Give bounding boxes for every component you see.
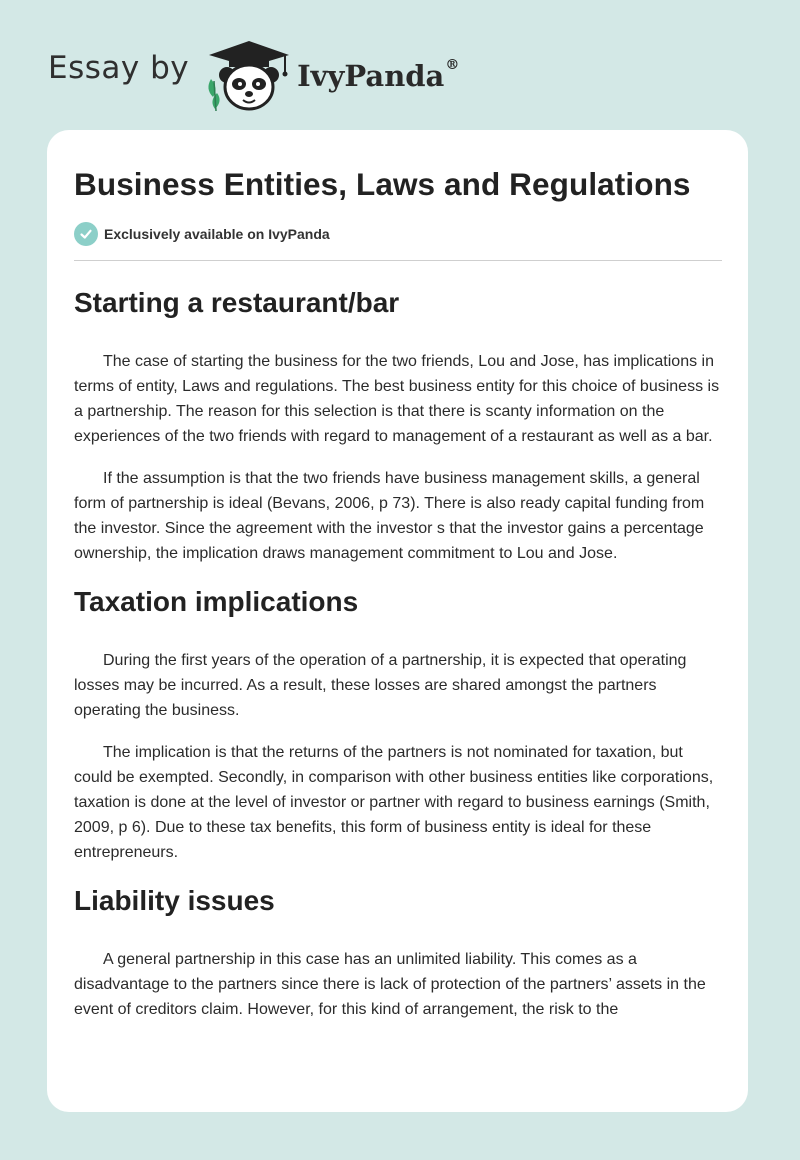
section-heading: Starting a restaurant/bar [74, 287, 400, 318]
brand-prefix: Essay by [48, 50, 190, 86]
paragraph: A general partnership in this case has an unlimited liability. This comes as a disadvantage to the partners since there is lack of protection of the partners’ assets in the event of creditors claim. However, for this kind of arrangement, the risk to the [74, 951, 706, 1018]
check-circle-icon [74, 222, 98, 246]
panda-graduate-icon [203, 39, 295, 113]
exclusive-badge-label: Exclusively available on IvyPanda [104, 226, 330, 242]
page-title: Business Entities, Laws and Regulations [74, 166, 691, 202]
section-heading: Liability issues [74, 885, 275, 916]
section-taxation [74, 584, 722, 865]
registered-mark: ® [445, 57, 460, 73]
site-header [48, 34, 459, 114]
paragraph: The implication is that the returns of the partners is not nominated for taxation, but could be exempted. Secondly, in comparison with other business entities like corporations, taxation is done at the level of investor or partner with regard to business earnings (Smith, 2009, p 6). Due to these tax benefits, this form of business entity is ideal for these entrepreneurs. [74, 744, 714, 861]
brand-name: IvyPanda® [297, 57, 460, 93]
section-liability [74, 883, 722, 1022]
section-heading: Taxation implications [74, 586, 359, 617]
paragraph: If the assumption is that the two friends have business management skills, a general form of partnership is ideal (Bevans, 2006, p 73). There is also ready capital funding from the investor. Since the agreement with the investor s that the investor gains a percentage ownership, the implication draws management commitment to Lou and Jose. [74, 470, 705, 562]
section-starting-restaurant [74, 285, 722, 566]
title-divider [74, 260, 722, 261]
exclusive-badge [74, 222, 722, 246]
paragraph: The case of starting the business for the two friends, Lou and Jose, has implications in terms of entity, Laws and regulations. The best business entity for this choice of business is a partnership. The reason for this selection is that there is scanty information on the experiences of the two friends with regard to management of a restaurant as well as a bar. [74, 353, 720, 445]
paragraph: During the first years of the operation of a partnership, it is expected that operating losses may be incurred. As a result, these losses are shared amongst the partners operating the business. [74, 652, 687, 719]
essay-card [47, 130, 748, 1112]
